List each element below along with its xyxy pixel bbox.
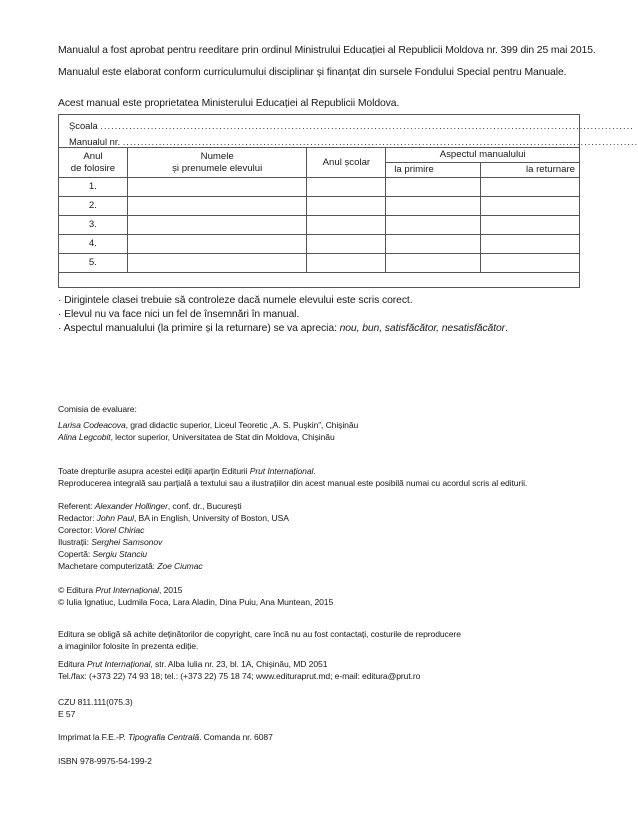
credit-name: Serghei Samsonov bbox=[91, 537, 163, 547]
row-number: 4. bbox=[59, 235, 128, 254]
header-aspect: Aspectul manualului bbox=[386, 148, 580, 163]
curriculum-text: Manualul este elaborat conform curriculumului disciplinar și finanțat din sursele Fondului Special pentru Manuale. bbox=[58, 67, 567, 78]
copyright-publisher-name: Prut Internațional bbox=[95, 585, 159, 595]
member-2-name: Alina Legcobit bbox=[58, 432, 111, 442]
header-at-receipt: la primire bbox=[386, 163, 481, 178]
header-name-line1: Numele bbox=[200, 150, 234, 162]
printing-prefix: Imprimat la F.E.-P. bbox=[58, 732, 128, 742]
publisher-address bbox=[58, 659, 327, 670]
note-2: · Elevul nu va face nici un fel de însemnări în manual. bbox=[58, 309, 300, 320]
credit-cover bbox=[58, 549, 147, 560]
copyright-year: , 2015 bbox=[159, 585, 183, 595]
cell-receipt bbox=[386, 197, 481, 216]
manual-register bbox=[58, 114, 638, 288]
obligation-line-1: Editura se obligă să achite deținătorilor de copyright, care încă nu au fost contactați, costurile de reproducere bbox=[58, 629, 461, 639]
credit-name: Viorel Chiriac bbox=[94, 525, 145, 535]
cell-student bbox=[127, 197, 307, 216]
printing-suffix: . Comanda nr. 6087 bbox=[199, 732, 273, 742]
note-1: · Dirigintele clasei trebuie să controleze dacă numele elevului este scris corect. bbox=[58, 295, 413, 306]
table-row bbox=[59, 235, 580, 254]
cell-return bbox=[481, 178, 580, 197]
school-label: Școala bbox=[69, 120, 98, 131]
credit-proofreader bbox=[58, 525, 144, 536]
credit-name: John Paul bbox=[96, 513, 134, 523]
cell-receipt bbox=[386, 235, 481, 254]
copyright-authors: © Iulia Ignatiuc, Ludmila Foca, Lara Aladin, Dina Puiu, Ana Muntean, 2015 bbox=[58, 597, 334, 607]
table-row bbox=[59, 197, 580, 216]
header-year-line1: Anul bbox=[83, 150, 103, 162]
cell-return bbox=[481, 254, 580, 273]
manual-number-label: Manualul nr. bbox=[69, 136, 121, 147]
printing-info bbox=[58, 732, 273, 743]
table-row bbox=[59, 216, 580, 235]
note-3-text: · Aspectul manualului (la primire și la returnare) se va aprecia: bbox=[58, 323, 340, 334]
credit-referent bbox=[58, 501, 242, 512]
row-number: 3. bbox=[59, 216, 128, 235]
school-line: Școala .................................................................................................................................................... bbox=[69, 120, 634, 131]
header-year bbox=[59, 148, 128, 178]
cell-student bbox=[127, 254, 307, 273]
header-at-return: la returnare bbox=[481, 163, 580, 178]
rights-suffix: . bbox=[313, 466, 316, 476]
row-number: 5. bbox=[59, 254, 128, 273]
cell-year bbox=[307, 197, 386, 216]
member-1-role: , grad didactic superior, Liceul Teoretic „A. S. Pușkin”, Chișinău bbox=[125, 420, 359, 430]
header-name-line2: și prenumele elevului bbox=[172, 162, 263, 174]
member-2-role: , lector superior, Universitatea de Stat din Moldova, Chișinău bbox=[110, 432, 335, 442]
cell-year bbox=[307, 235, 386, 254]
copyright-publisher bbox=[58, 585, 182, 596]
table-row bbox=[59, 254, 580, 273]
row-number: 1. bbox=[59, 178, 128, 197]
printing-printer: Tipografia Centrală bbox=[127, 732, 200, 742]
credit-label: Ilustrații: bbox=[58, 537, 92, 547]
cell-year bbox=[307, 254, 386, 273]
credit-extra: , BA in English, University of Boston, USA bbox=[133, 513, 289, 523]
cell-year bbox=[307, 178, 386, 197]
cell-receipt bbox=[386, 178, 481, 197]
credit-editor bbox=[58, 513, 289, 524]
ownership-text: Acest manual este proprietatea Ministerului Educației al Republicii Moldova. bbox=[58, 98, 400, 109]
header-year-line2: de folosire bbox=[70, 162, 116, 174]
manual-number-line: Manualul nr. ............................................................................................................................................... bbox=[69, 136, 638, 147]
rights-line-1 bbox=[58, 466, 316, 477]
header-student-name bbox=[127, 148, 307, 178]
cell-student bbox=[127, 216, 307, 235]
credit-label: Machetare computerizată: bbox=[58, 561, 158, 571]
cell-return bbox=[481, 197, 580, 216]
member-1-name: Larisa Codeacova bbox=[58, 420, 126, 430]
cell-student bbox=[127, 178, 307, 197]
credit-label: Referent: bbox=[58, 501, 95, 511]
evaluation-member-2 bbox=[58, 432, 335, 443]
table-row bbox=[59, 178, 580, 197]
register-header-row bbox=[59, 148, 580, 163]
cell-return bbox=[481, 216, 580, 235]
address-rest: , str. Alba Iulia nr. 23, bl. 1A, Chișinău, MD 2051 bbox=[150, 659, 328, 669]
evaluation-member-1 bbox=[58, 420, 358, 431]
rights-publisher: Prut Internațional bbox=[249, 466, 314, 476]
credit-extra: , conf. dr., București bbox=[167, 501, 242, 511]
copyright-prefix: © Editura bbox=[58, 585, 96, 595]
approval-text: Manualul a fost aprobat pentru reeditare prin ordinul Ministrului Educației al Republicii Moldova nr. 399 din 25 mai 2015. bbox=[58, 45, 596, 56]
credit-illustrations bbox=[58, 537, 162, 548]
evaluation-title: Comisia de evaluare: bbox=[58, 404, 137, 414]
row-number: 2. bbox=[59, 197, 128, 216]
credit-name: Sergiu Stanciu bbox=[92, 549, 147, 559]
credit-name: Zoe Ciumac bbox=[157, 561, 203, 571]
cell-return bbox=[481, 235, 580, 254]
cell-year bbox=[307, 216, 386, 235]
isbn: ISBN 978-9975-54-199-2 bbox=[58, 756, 152, 766]
header-school-year: Anul școlar bbox=[307, 148, 386, 178]
credit-label: Corector: bbox=[58, 525, 95, 535]
register-table bbox=[58, 147, 580, 273]
obligation-line-2: a imaginilor folosite în prezenta ediție. bbox=[58, 641, 199, 651]
address-prefix: Editura bbox=[58, 659, 87, 669]
czu-code: CZU 811.111(075.3) bbox=[58, 697, 133, 707]
rights-line-2: Reproducerea integrală sau parțială a textului sau a ilustrațiilor din acest manual este posibilă numai cu acordul scris al editurii. bbox=[58, 478, 528, 488]
cell-receipt bbox=[386, 254, 481, 273]
credit-label: Redactor: bbox=[58, 513, 97, 523]
credit-label: Copertă: bbox=[58, 549, 93, 559]
classification-code: E 57 bbox=[58, 709, 76, 719]
address-publisher: Prut Internațional bbox=[86, 659, 151, 669]
note-3-ratings: nou, bun, satisfăcător, nesatisfăcător bbox=[339, 323, 506, 334]
cell-student bbox=[127, 235, 307, 254]
publisher-contacts: Tel./fax: (+373 22) 74 93 18; tel.: (+373 22) 75 18 74; www.edituraprut.md; e-mail: editura@prut.ro bbox=[58, 671, 421, 681]
cell-receipt bbox=[386, 216, 481, 235]
credit-name: Alexander Hollinger bbox=[94, 501, 168, 511]
rights-prefix: Toate drepturile asupra acestei ediții aparțin Editurii bbox=[58, 466, 250, 476]
credit-layout bbox=[58, 561, 203, 572]
note-3: · Aspectul manualului (la primire și la returnare) se va aprecia: nou, bun, satisfăcător, nesatisfăcător. bbox=[58, 323, 508, 334]
